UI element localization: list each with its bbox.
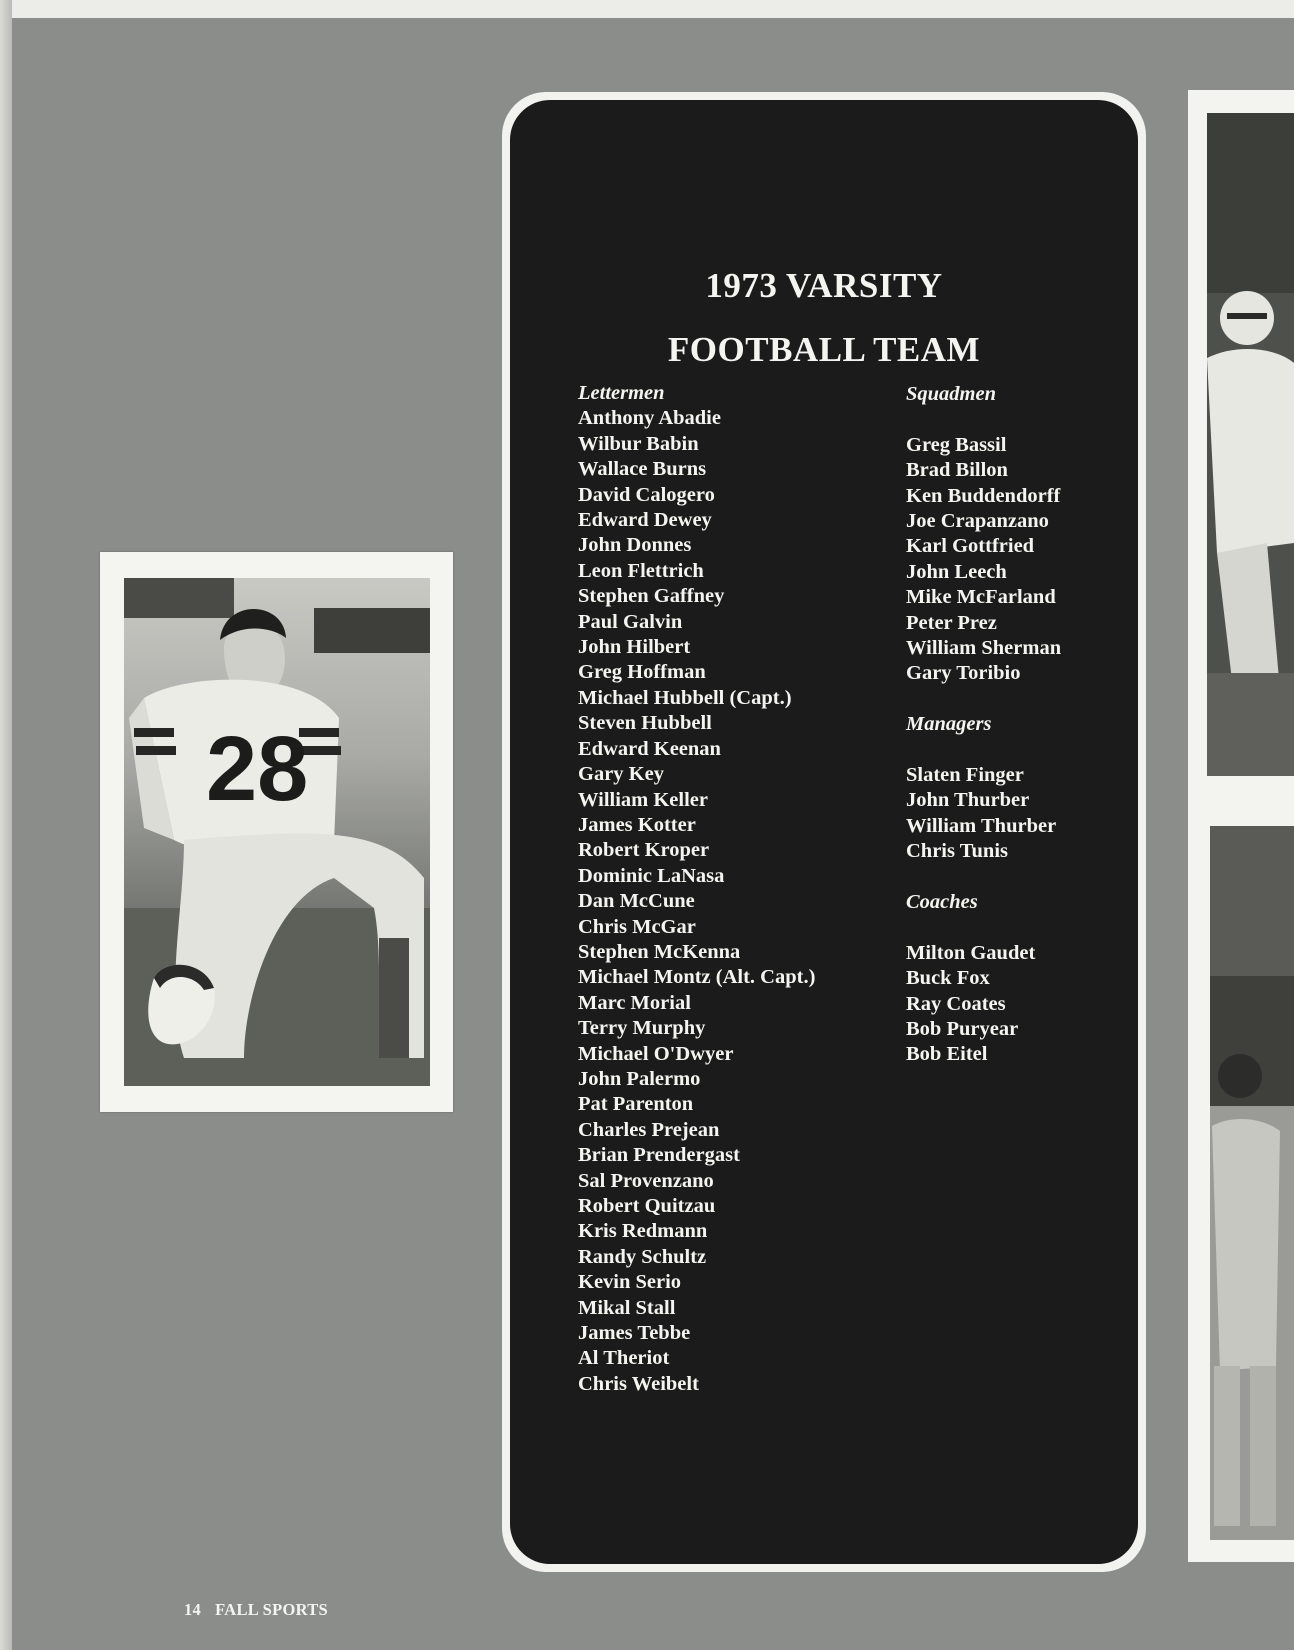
- page-footer: [184, 1600, 342, 1620]
- roster-title-line-2: FOOTBALL TEAM: [667, 330, 981, 369]
- lettermen-name: Stephen Gaffney: [578, 585, 725, 608]
- kneeling-player-image: [124, 578, 430, 1086]
- lettermen-name: John Donnes: [578, 534, 692, 557]
- page-number: 14: [184, 1600, 202, 1619]
- player-photo-frame: [100, 552, 453, 1112]
- lettermen-name: Edward Keenan: [578, 737, 721, 760]
- player-photo: [124, 578, 430, 1086]
- lettermen-heading: Lettermen: [578, 382, 665, 404]
- squadmen-name: Gary Toribio: [906, 662, 1021, 685]
- lettermen-name: Randy Schultz: [578, 1245, 707, 1268]
- page-binding-edge: [0, 0, 12, 1650]
- staff-column: [906, 382, 1126, 1068]
- lettermen-name: Leon Flettrich: [578, 559, 704, 582]
- managers-name: Slaten Finger: [906, 764, 1024, 787]
- roster-panel-border: [502, 92, 1146, 1572]
- lettermen-column: [578, 381, 878, 1397]
- managers-name: William Thurber: [906, 814, 1057, 837]
- squadmen-name: Brad Billon: [906, 459, 1008, 482]
- lettermen-name: John Palermo: [578, 1067, 701, 1090]
- lettermen-name: Marc Morial: [578, 991, 691, 1014]
- lettermen-name: Stephen McKenna: [578, 940, 741, 963]
- lettermen-name: William Keller: [578, 788, 708, 811]
- lettermen-name: Pat Parenton: [578, 1093, 694, 1116]
- group-photo-image: [1210, 826, 1294, 1540]
- squadmen-name: Joe Crapanzano: [906, 510, 1049, 533]
- lettermen-name: Steven Hubbell: [578, 712, 712, 735]
- lettermen-name: James Kotter: [578, 813, 696, 836]
- lettermen-name: Terry Murphy: [578, 1017, 706, 1040]
- lettermen-list: [578, 406, 878, 1397]
- lettermen-name: John Hilbert: [578, 636, 691, 659]
- lettermen-name: Chris Weibelt: [578, 1372, 699, 1395]
- jersey-number: 28: [206, 718, 309, 820]
- lettermen-name: Wallace Burns: [578, 458, 707, 481]
- roster-panel: [510, 100, 1138, 1564]
- lettermen-name: James Tebbe: [578, 1322, 691, 1345]
- coaches-heading: Coaches: [906, 891, 978, 914]
- managers-name: Chris Tunis: [906, 840, 1008, 863]
- lettermen-name: David Calogero: [578, 483, 715, 506]
- group-photo: [1210, 826, 1294, 1540]
- lettermen-name: Chris McGar: [578, 915, 696, 938]
- lettermen-name: Al Theriot: [578, 1347, 670, 1370]
- lettermen-name: Brian Prendergast: [578, 1144, 740, 1167]
- lettermen-name: Michael O'Dwyer: [578, 1042, 734, 1065]
- coaches-name: Milton Gaudet: [906, 941, 1036, 964]
- lettermen-name: Greg Hoffman: [578, 661, 706, 684]
- page-top-margin: [0, 0, 1294, 18]
- lettermen-name: Anthony Abadie: [578, 407, 721, 430]
- lettermen-name: Kris Redmann: [578, 1220, 708, 1243]
- roster-title-line-1: 1973 VARSITY: [705, 266, 943, 305]
- lettermen-name: Michael Hubbell (Capt.): [578, 686, 792, 709]
- squadmen-name: Greg Bassil: [906, 433, 1007, 456]
- lettermen-name: Edward Dewey: [578, 509, 712, 532]
- section-name: FALL SPORTS: [215, 1600, 329, 1619]
- coaches-name: Bob Eitel: [906, 1043, 988, 1066]
- squadmen-heading: Squadmen: [906, 383, 996, 405]
- lettermen-name: Dan McCune: [578, 890, 695, 913]
- coaches-name: Buck Fox: [906, 967, 990, 990]
- lettermen-name: Michael Montz (Alt. Capt.): [578, 966, 816, 989]
- lettermen-name: Robert Kroper: [578, 839, 710, 862]
- squadmen-name: Mike McFarland: [906, 586, 1056, 609]
- managers-list: [906, 763, 1126, 865]
- squadmen-name: Peter Prez: [906, 611, 997, 634]
- running-player-photo: [1207, 113, 1294, 776]
- managers-name: John Thurber: [906, 789, 1030, 812]
- running-player-image: [1207, 113, 1294, 776]
- lettermen-name: Paul Galvin: [578, 610, 683, 633]
- lettermen-name: Robert Quitzau: [578, 1195, 716, 1217]
- lettermen-name: Mikal Stall: [578, 1296, 676, 1319]
- squadmen-name: Karl Gottfried: [906, 535, 1035, 558]
- lettermen-name: Dominic LaNasa: [578, 864, 725, 887]
- lettermen-name: Kevin Serio: [578, 1271, 682, 1294]
- coaches-name: Bob Puryear: [906, 1018, 1019, 1041]
- lettermen-name: Wilbur Babin: [578, 432, 699, 455]
- squadmen-name: John Leech: [906, 560, 1007, 583]
- lettermen-name: Charles Prejean: [578, 1118, 720, 1141]
- managers-heading: Managers: [906, 713, 992, 736]
- squadmen-list: [906, 433, 1126, 687]
- lettermen-name: Sal Provenzano: [578, 1169, 714, 1192]
- lettermen-name: Gary Key: [578, 763, 664, 786]
- coaches-list: [906, 941, 1126, 1068]
- squadmen-name: William Sherman: [906, 637, 1062, 660]
- coaches-name: Ray Coates: [906, 992, 1006, 1015]
- squadmen-name: Ken Buddendorff: [906, 484, 1061, 507]
